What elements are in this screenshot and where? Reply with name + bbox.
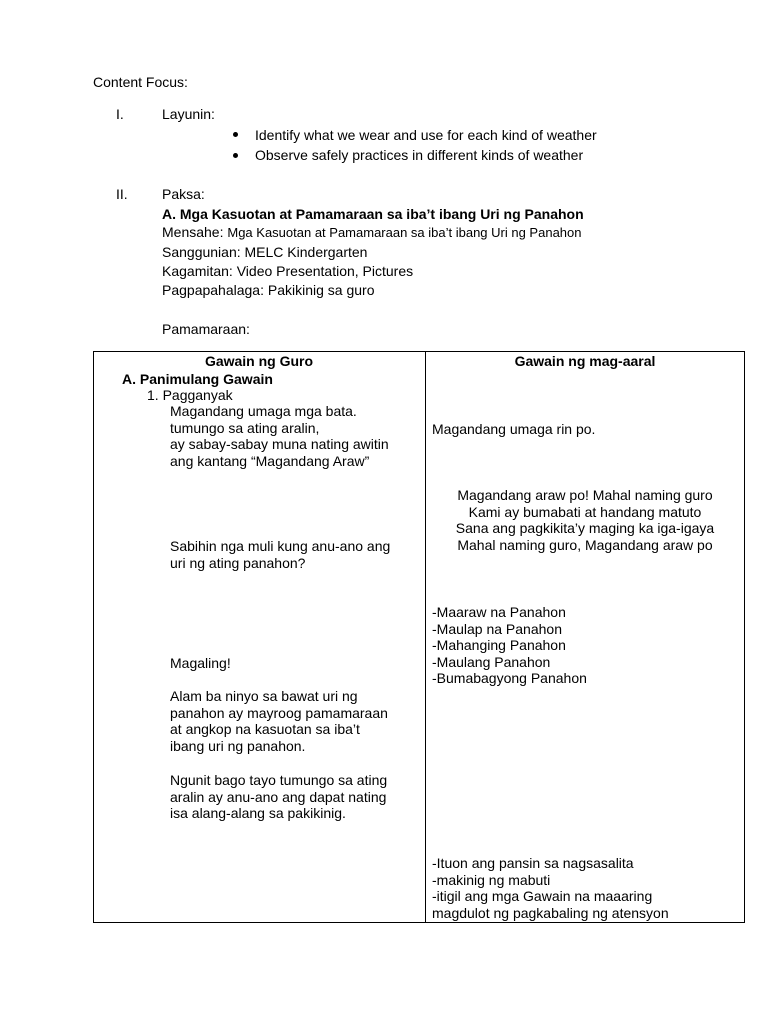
kagamitan-line: Kagamitan: Video Presentation, Pictures bbox=[162, 263, 414, 279]
teacher-greeting bbox=[170, 403, 389, 469]
rule-item: -itigil ang mga Gawain na maaaring bbox=[432, 888, 653, 904]
sanggunian-line: Sanggunian: MELC Kindergarten bbox=[162, 244, 368, 260]
rule-item: -Ituon ang pansin sa nagsasalita bbox=[432, 855, 634, 871]
weather-item: -Mahanging Panahon bbox=[432, 637, 566, 653]
mensahe-label: Mensahe: bbox=[162, 224, 224, 240]
pagpapahalaga-line: Pagpapahalaga: Pakikinig sa guro bbox=[162, 282, 375, 298]
bullet-icon bbox=[233, 132, 238, 137]
section2-label: Paksa: bbox=[162, 186, 205, 202]
section2-numeral: II. bbox=[116, 186, 128, 202]
pamamaraan-label: Pamamaraan: bbox=[162, 321, 250, 337]
student-listening-rules bbox=[432, 855, 669, 921]
teacher-line: at angkop na kasuotan sa iba’t bbox=[170, 721, 360, 737]
section1-label: Layunin: bbox=[162, 106, 215, 122]
header-teacher-activity: Gawain ng Guro bbox=[204, 353, 314, 369]
teacher-line: isa alang-alang sa pakikinig. bbox=[170, 805, 346, 821]
teacher-line: Magandang umaga mga bata. bbox=[170, 403, 357, 419]
student-song bbox=[425, 487, 745, 553]
item-1-heading: 1. Pagganyak bbox=[147, 387, 233, 403]
bullet-icon bbox=[233, 153, 238, 158]
mensahe-line bbox=[162, 224, 582, 241]
teacher-line: aralin ay anu-ano ang dapat nating bbox=[170, 788, 387, 805]
song-line: Mahal naming guro, Magandang araw po bbox=[457, 536, 713, 553]
song-line: Kami ay bumabati at handang matuto bbox=[468, 503, 702, 520]
rule-item: -makinig ng mabuti bbox=[432, 871, 551, 888]
teacher-line: tumungo sa ating aralin, bbox=[170, 419, 320, 436]
teacher-explanation bbox=[170, 688, 388, 754]
content-focus-heading: Content Focus: bbox=[93, 74, 188, 90]
weather-item: -Maaraw na Panahon bbox=[432, 604, 566, 620]
teacher-praise: Magaling! bbox=[170, 655, 231, 671]
topic-subheading: A. Mga Kasuotan at Pamamaraan sa iba’t ibang Uri ng Panahon bbox=[162, 206, 584, 222]
teacher-line: ibang uri ng panahon. bbox=[170, 737, 306, 754]
weather-item: -Maulang Panahon bbox=[432, 653, 551, 670]
teacher-line: uri ng ating panahon? bbox=[170, 554, 306, 571]
rule-item: magdulot ng pagkabaling ng atensyon bbox=[432, 904, 669, 921]
teacher-line: Ngunit bago tayo tumungo sa ating bbox=[170, 772, 388, 788]
student-reply: Magandang umaga rin po. bbox=[432, 421, 596, 437]
weather-item: -Maulap na Panahon bbox=[432, 620, 562, 637]
teacher-line: panahon ay mayroog pamamaraan bbox=[170, 704, 388, 721]
teacher-question bbox=[170, 538, 390, 571]
mensahe-value: Mga Kasuotan at Pamamaraan sa iba’t ibang Uri ng Panahon bbox=[227, 225, 582, 240]
teacher-line: Alam ba ninyo sa bawat uri ng bbox=[170, 688, 358, 704]
teacher-line: Sabihin nga muli kung anu-ano ang bbox=[170, 538, 391, 554]
objective-item: Observe safely practices in different kinds of weather bbox=[255, 147, 584, 163]
weather-item: -Bumabagyong Panahon bbox=[432, 670, 587, 686]
song-line: Sana ang pagkikita’y maging ka iga-igaya bbox=[455, 520, 715, 536]
table-column-divider bbox=[425, 351, 426, 923]
teacher-listening-prompt bbox=[170, 772, 387, 822]
objective-item: Identify what we wear and use for each kind of weather bbox=[255, 127, 597, 143]
section1-numeral: I. bbox=[116, 106, 124, 122]
teacher-line: ang kantang “Magandang Araw” bbox=[170, 452, 370, 469]
song-line: Magandang araw po! Mahal naming guro bbox=[457, 487, 713, 503]
section-a-heading: A. Panimulang Gawain bbox=[122, 371, 273, 387]
student-weather-list bbox=[432, 604, 587, 687]
header-student-activity: Gawain ng mag-aaral bbox=[514, 353, 656, 369]
teacher-line: ay sabay-sabay muna nating awitin bbox=[170, 436, 389, 452]
